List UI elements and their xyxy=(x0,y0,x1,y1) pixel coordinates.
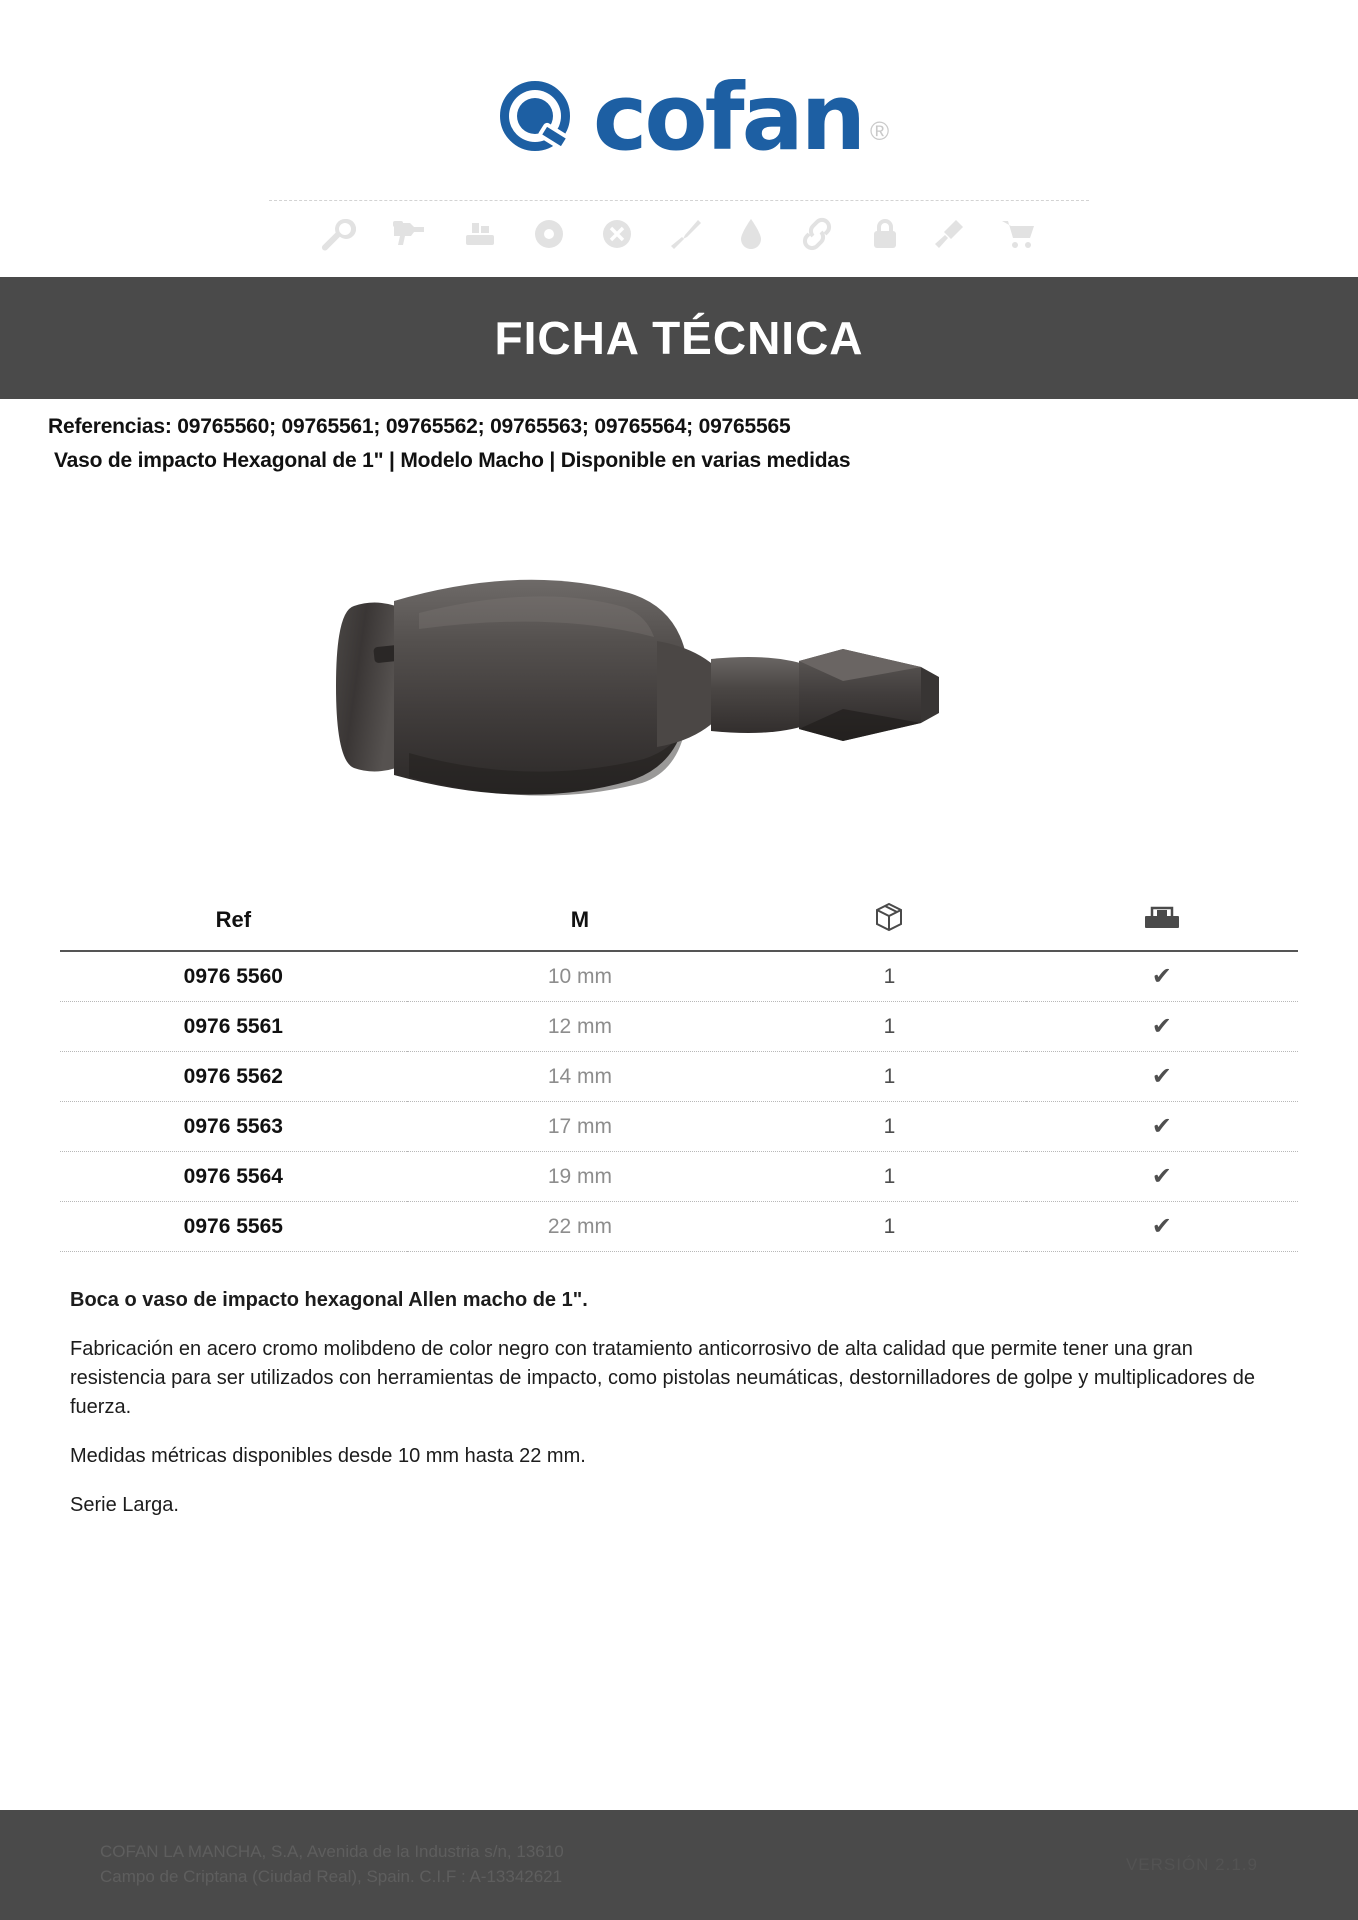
column-header-display xyxy=(1026,901,1298,951)
spec-table-body xyxy=(60,951,1298,1252)
page-footer xyxy=(0,1810,1358,1920)
column-header-m: M xyxy=(570,907,590,932)
disc-icon xyxy=(532,217,566,251)
cell-qty: 1 xyxy=(883,1214,896,1238)
cell-qty: 1 xyxy=(883,1164,896,1188)
check-icon: ✔ xyxy=(1151,1163,1172,1190)
references-block xyxy=(0,399,1358,473)
header-divider xyxy=(269,200,1089,201)
title-bar xyxy=(0,277,1358,399)
table-row xyxy=(60,951,1298,1002)
cell-m: 19 mm xyxy=(547,1164,613,1188)
check-icon: ✔ xyxy=(1151,1013,1172,1040)
description-heading: Boca o vaso de impacto hexagonal Allen macho de 1". xyxy=(70,1289,588,1311)
product-description-line: Vaso de impacto Hexagonal de 1" | Modelo Macho | Disponible en varias medidas xyxy=(54,449,851,472)
document-version: VERSIÓN 2.1.9 xyxy=(1125,1855,1258,1874)
box-icon xyxy=(874,902,904,938)
references-line: Referencias: 09765560; 09765561; 09765562; 09765563; 09765564; 09765565 xyxy=(48,415,791,438)
description-block xyxy=(70,1286,1288,1520)
table-header-row xyxy=(60,901,1298,951)
trowel-icon xyxy=(934,217,966,251)
cell-ref: 0976 5563 xyxy=(183,1114,283,1138)
cell-qty: 1 xyxy=(883,964,896,988)
product-image xyxy=(0,491,1358,891)
wrench-icon xyxy=(320,217,356,251)
registered-mark: ® xyxy=(870,116,890,146)
cell-m: 12 mm xyxy=(547,1014,613,1038)
page-header xyxy=(0,0,1358,251)
page-title: FICHA TÉCNICA xyxy=(494,312,864,364)
cell-ref: 0976 5564 xyxy=(183,1164,283,1188)
cell-m: 22 mm xyxy=(547,1214,613,1238)
cell-m: 17 mm xyxy=(547,1114,613,1138)
spec-table xyxy=(60,901,1298,1252)
column-header-ref: Ref xyxy=(215,907,252,932)
check-icon: ✔ xyxy=(1151,1063,1172,1090)
cell-qty: 1 xyxy=(883,1064,896,1088)
address-line-1: COFAN LA MANCHA, S.A, Avenida de la Industria s/n, 13610 xyxy=(100,1842,564,1862)
check-icon: ✔ xyxy=(1151,963,1172,990)
brand-name: cofan xyxy=(592,64,864,171)
chain-link-icon xyxy=(798,217,836,251)
oil-drop-icon xyxy=(738,217,764,251)
cell-ref: 0976 5565 xyxy=(183,1214,283,1238)
check-icon: ✔ xyxy=(1151,1213,1172,1240)
description-paragraph-2: Medidas métricas disponibles desde 10 mm hasta 22 mm. xyxy=(70,1445,586,1467)
cell-ref: 0976 5561 xyxy=(183,1014,283,1038)
grinder-icon xyxy=(600,217,634,251)
cell-ref: 0976 5562 xyxy=(183,1064,283,1088)
column-header-packaging xyxy=(753,901,1025,951)
cell-m: 14 mm xyxy=(547,1064,613,1088)
display-box-icon xyxy=(1143,904,1181,936)
sander-icon xyxy=(462,217,498,251)
cell-ref: 0976 5560 xyxy=(183,964,283,988)
company-address xyxy=(100,1840,564,1889)
description-paragraph-3: Serie Larga. xyxy=(70,1494,179,1516)
cart-icon xyxy=(1000,217,1038,251)
drill-icon xyxy=(390,217,428,251)
table-row xyxy=(60,1152,1298,1202)
address-line-2: Campo de Criptana (Ciudad Real), Spain. C.I.F : A-13342621 xyxy=(100,1867,563,1886)
cell-qty: 1 xyxy=(883,1014,896,1038)
description-paragraph-1: Fabricación en acero cromo molibdeno de color negro con tratamiento anticorrosivo de alta calidad que permite tener una gran resistencia para ser utilizados con herramientas de impacto, como pistolas neumáticas, destornilladores de golpe y multiplicadores de fuerza. xyxy=(70,1338,1256,1418)
table-row xyxy=(60,1052,1298,1102)
cell-qty: 1 xyxy=(883,1114,896,1138)
table-row xyxy=(60,1202,1298,1252)
brand-logo xyxy=(495,64,890,182)
padlock-icon xyxy=(870,217,900,251)
table-row xyxy=(60,1102,1298,1152)
check-icon: ✔ xyxy=(1151,1113,1172,1140)
category-icon-strip xyxy=(269,217,1089,251)
logo-q-icon xyxy=(495,72,587,164)
spec-table-head xyxy=(60,901,1298,951)
table-row xyxy=(60,1002,1298,1052)
cell-m: 10 mm xyxy=(547,964,613,988)
spec-table-wrapper xyxy=(60,901,1298,1252)
screwdriver-icon xyxy=(668,217,704,251)
